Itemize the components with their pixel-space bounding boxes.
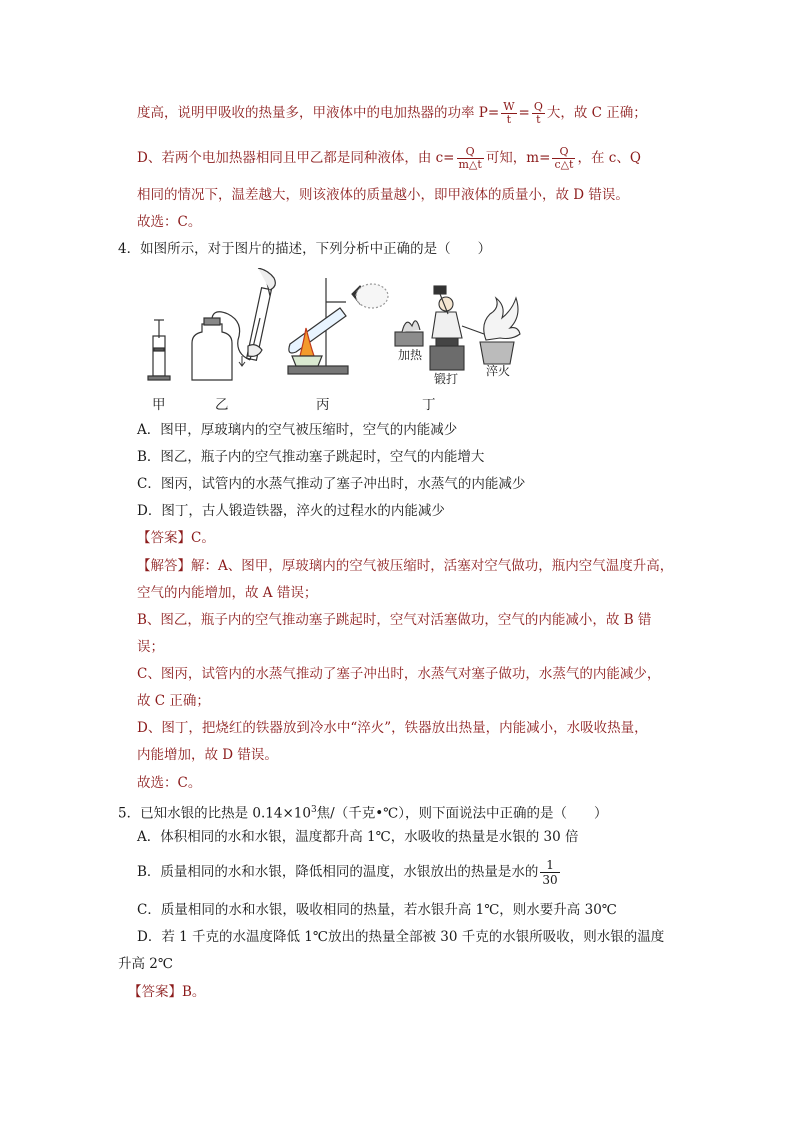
q4-figure-drawing	[140, 268, 540, 386]
q3-c-text-post: 大，故 C 正确；	[546, 105, 647, 121]
fig-label-ding: 丁	[422, 397, 436, 413]
fig-label-heating: 加热	[398, 348, 423, 362]
q4-analysis-line5: C、图丙，试管内的水蒸气推动了塞子冲出时，水蒸气对塞子做功，水蒸气的内能减少，	[137, 666, 661, 682]
fraction-w-over-t: $\frac{W}{t}$	[503, 100, 515, 126]
q4-option-d: D．图丁，古人锻造铁器，淬火的过程水的内能减少	[137, 503, 445, 519]
q5-stem: 5．已知水银的比热是 $0.14\times 10^3$焦/（千克•℃），则下面说法中正确的是（ ）	[118, 805, 608, 822]
fig-jia-piston	[148, 320, 170, 380]
fig-label-jia: 甲	[152, 397, 166, 413]
fig-label-forging: 锻打	[434, 372, 459, 386]
q4-answer: 【答案】C。	[137, 530, 215, 546]
fraction-q-over-t: $\frac{Q}{t}$	[533, 100, 543, 126]
q3-choice: 故选：C。	[137, 214, 202, 230]
q5-option-a: A．体积相同的水和水银，温度都升高 1℃，水吸收的热量是水银的 30 倍	[137, 829, 579, 845]
q4-analysis-line3: B、图乙，瓶子内的空气推动塞子跳起时，空气对活塞做功，空气的内能减小，故 B 错	[137, 612, 652, 628]
q4-option-a: A．图甲，厚玻璃内的空气被压缩时，空气的内能减少	[137, 422, 458, 438]
q3-option-c-line: 度高，说明甲吸收的热量多，甲液体中的电加热器的功率 P= $\frac{W}{t}$ = $\frac{Q}{t}$ 大，故 C 正确；	[137, 100, 647, 126]
q4-choice: 故选：C。	[137, 775, 202, 791]
q3-c-text-pre: 度高，说明甲吸收的热量多，甲液体中的电加热器的功率 P=	[137, 105, 500, 121]
q4-analysis-line6: 故 C 正确；	[137, 693, 210, 709]
fig-label-quenching: 淬火	[486, 364, 511, 378]
q4-analysis-line7: D、图丁，把烧红的铁器放到冷水中“淬火”，铁器放出热量，内能减小，水吸收热量，	[137, 720, 648, 736]
fraction-q-over-mdt: $\frac{Q}{m\triangle t}$	[458, 145, 482, 171]
q4-analysis-line4: 误；	[137, 639, 164, 655]
fraction-q-over-cdt: $\frac{Q}{c\triangle t}$	[554, 145, 574, 171]
q4-analysis-line1: 【解答】解：A、图甲，厚玻璃内的空气被压缩时，活塞对空气做功，瓶内空气温度升高，	[137, 558, 674, 574]
q4-option-b: B．图乙，瓶子内的空气推动塞子跳起时，空气的内能增大	[137, 449, 485, 465]
q4-stem: 4．如图所示，对于图片的描述，下列分析中正确的是（ ）	[118, 241, 492, 257]
q4-option-c: C．图丙，试管内的水蒸气推动了塞子冲出时，水蒸气的内能减少	[137, 476, 526, 492]
fig-label-yi: 乙	[215, 397, 229, 413]
q3-option-d-line2: 相同的情况下，温差越大，则该液体的质量越小，即甲液体的质量小，故 D 错误。	[137, 187, 629, 203]
fig-label-bing: 丙	[316, 397, 330, 413]
q3-option-d-line: D、若两个电加热器相同且甲乙都是同种液体，由 c= $\frac{Q}{m\triangle t}$ 可知，m= $\frac{Q}{c\triangle t}$ ，在 c、Q	[137, 145, 641, 171]
q5-option-b: B．质量相同的水和水银，降低相同的温度，水银放出的热量是水的 $\frac{1}{30}$	[137, 858, 558, 887]
q5-option-d-line1: D．若 1 千克的水温度降低 1℃放出的热量全部被 30 千克的水银所吸收，则水银的温度	[137, 929, 665, 945]
q4-figure	[140, 268, 540, 386]
fig-yi-bottle	[192, 268, 275, 380]
q5-answer: 【答案】B。	[128, 984, 206, 1000]
q4-analysis-line8: 内能增加，故 D 错误。	[137, 747, 278, 763]
fraction-one-over-thirty: $\frac{1}{30}$	[542, 858, 558, 887]
q5-option-c: C．质量相同的水和水银，吸收相同的热量，若水银升高 1℃，则水要升高 30℃	[137, 902, 617, 918]
q5-option-d-line2: 升高 2℃	[118, 956, 173, 972]
fig-bing-testtube	[288, 278, 388, 374]
q4-analysis-line2: 空气的内能增加，故 A 错误；	[137, 585, 318, 601]
